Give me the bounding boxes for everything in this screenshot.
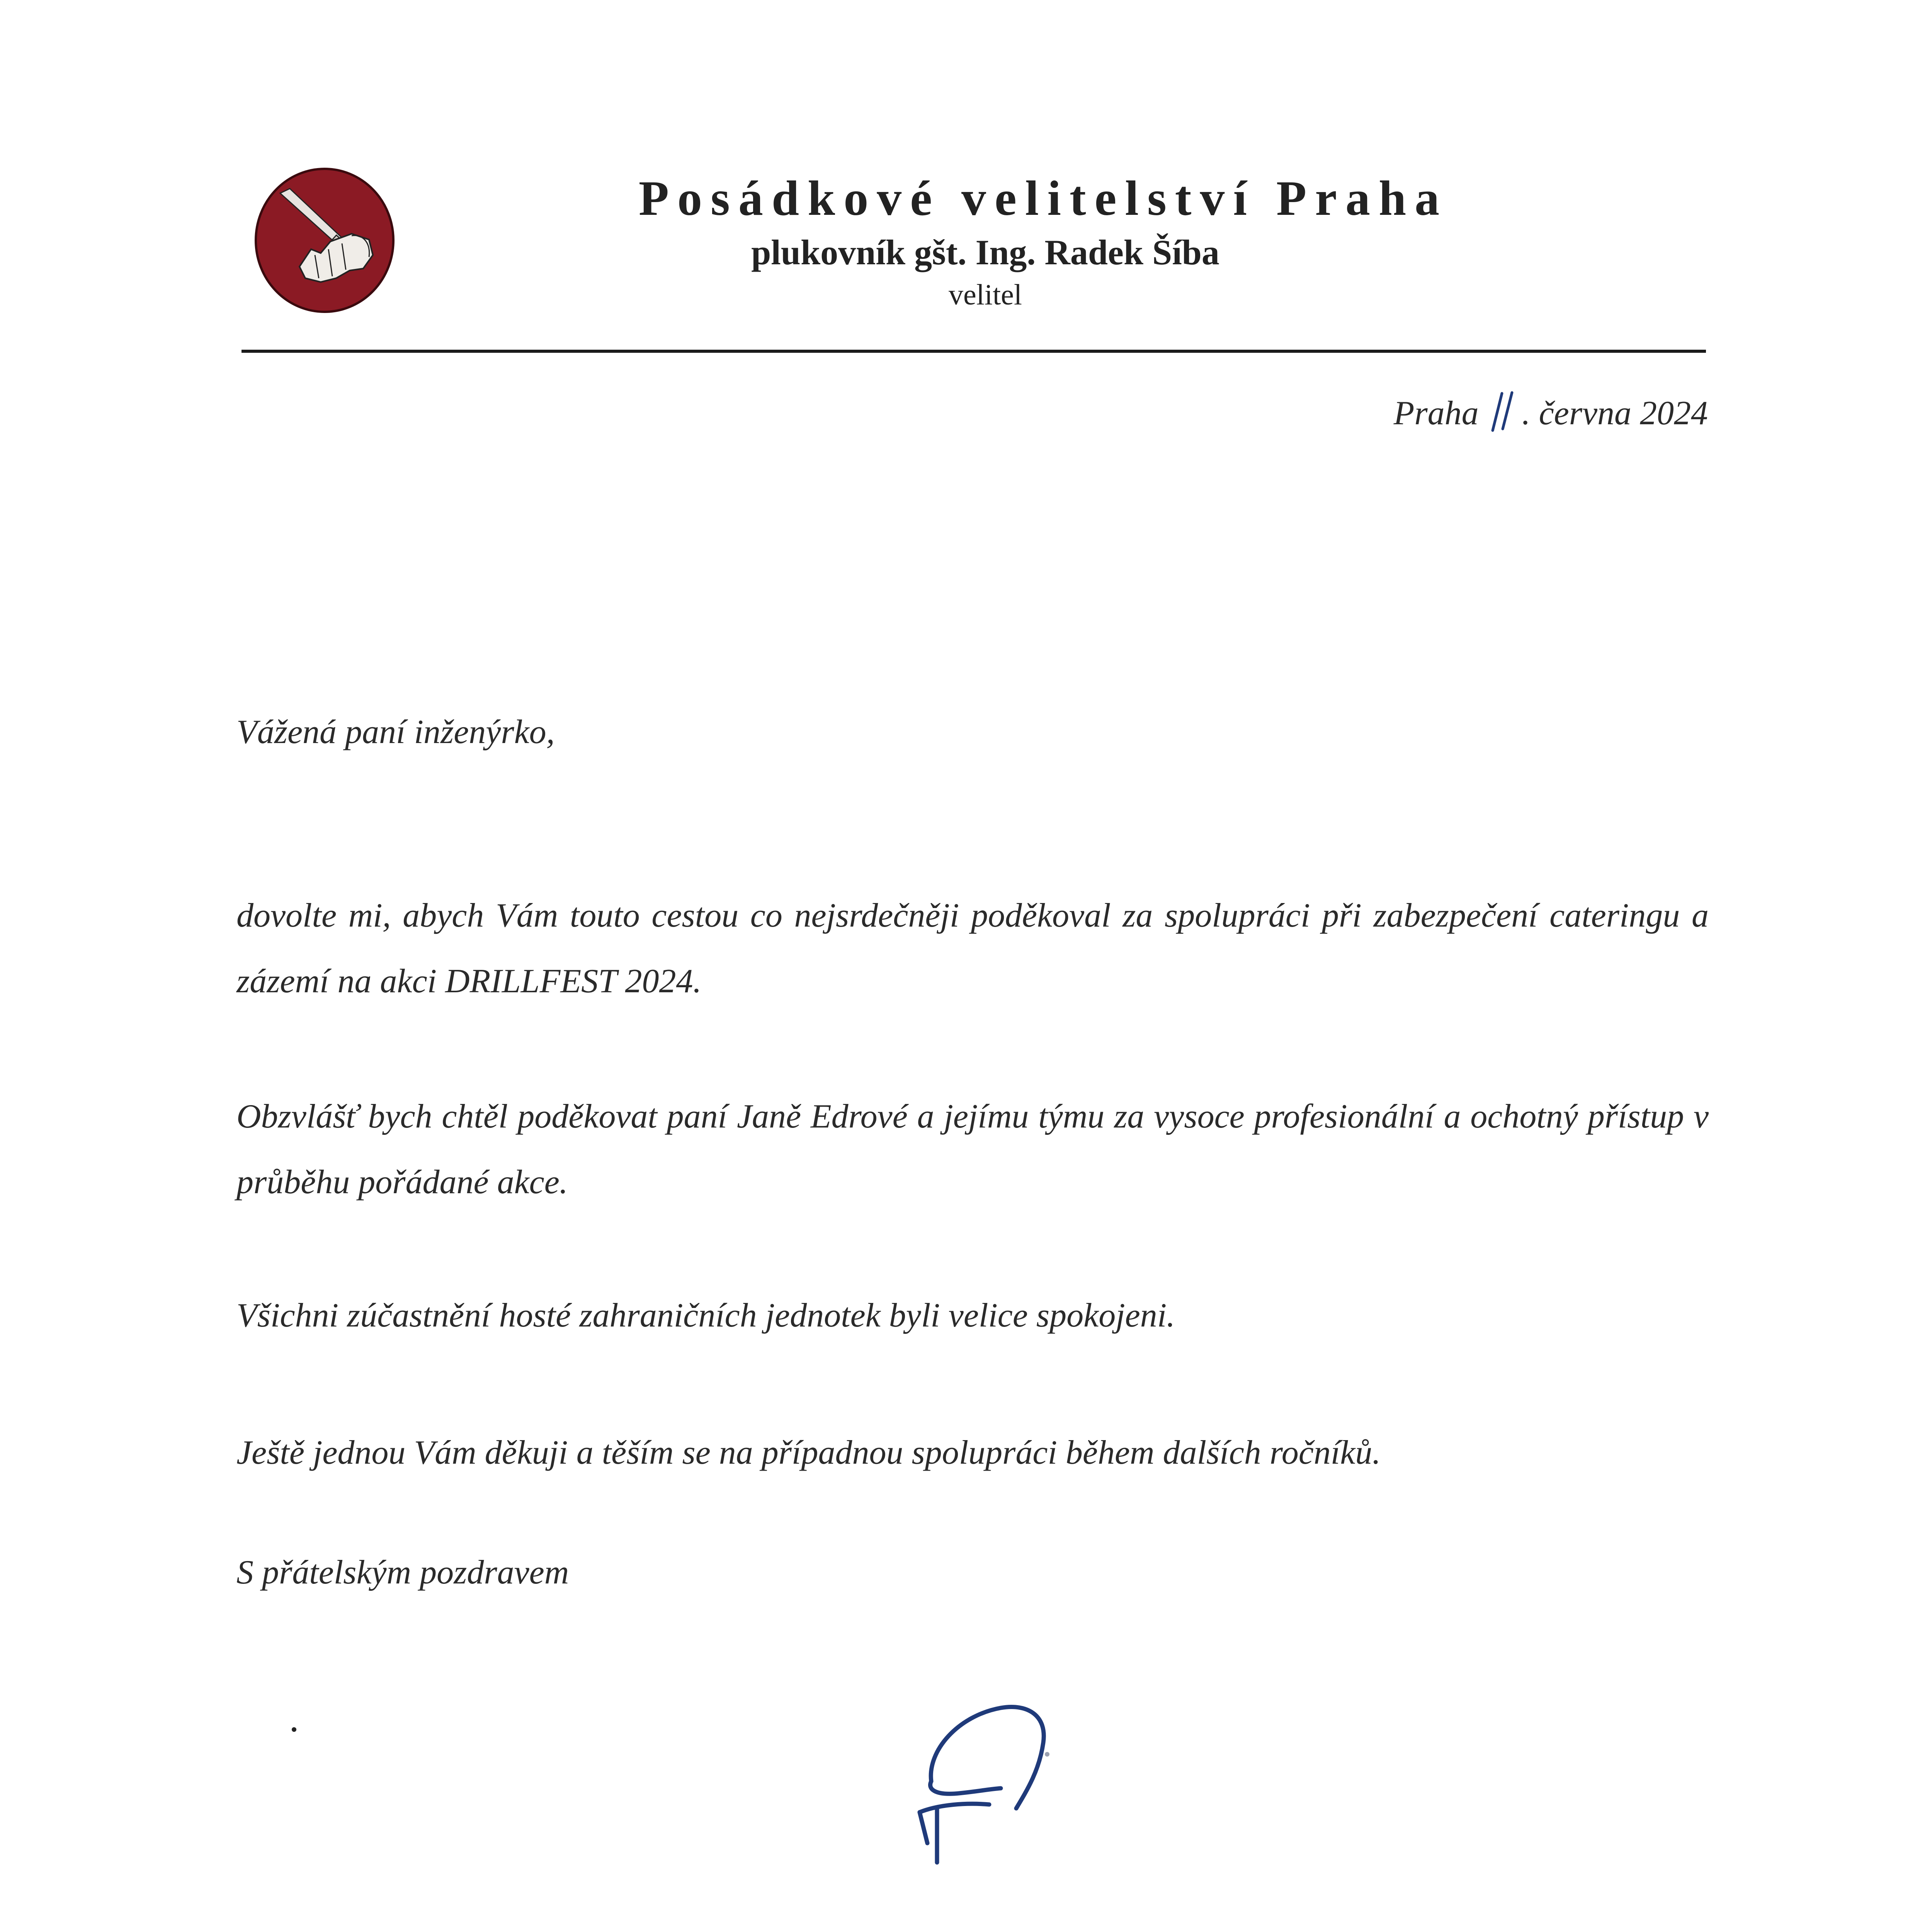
- paragraph-thanks: dovolte mi, abych Vám touto cestou co nejsrdečněji poděkoval za spolupráci při zabezpečení cateringu a zázemí na akci DRILLFEST 2024.: [236, 897, 1709, 1000]
- paragraph-future: Ještě jednou Vám děkuji a těším se na případnou spolupráci během dalších ročníků.: [236, 1434, 1381, 1471]
- organization-title: Posádkové velitelství Praha: [638, 171, 1448, 226]
- handwritten-day-mark: [1487, 390, 1522, 433]
- letter-date: [1275, 390, 1708, 433]
- salutation: Vážená paní inženýrko,: [236, 713, 555, 751]
- commander-role: velitel: [949, 279, 1022, 311]
- paragraph-team: Obzvlášť bych chtěl poděkovat paní Janě Edrové a jejímu týmu za vysoce profesionální a ochotný přístup v průběhu pořádané akce.: [236, 1098, 1709, 1201]
- paragraph-guests: Všichni zúčastnění hosté zahraničních jednotek byli velice spokojeni.: [236, 1297, 1175, 1334]
- date-rest: . června 2024: [1522, 395, 1708, 432]
- handwritten-signature-icon: [900, 1692, 1101, 1878]
- military-emblem-icon: [253, 166, 396, 315]
- header-divider: [242, 350, 1706, 353]
- commander-name: plukovník gšt. Ing. Radek Šíba: [751, 233, 1219, 272]
- ink-dot: [292, 1727, 296, 1732]
- date-place: Praha: [1393, 395, 1479, 432]
- closing: S přátelským pozdravem: [236, 1554, 569, 1591]
